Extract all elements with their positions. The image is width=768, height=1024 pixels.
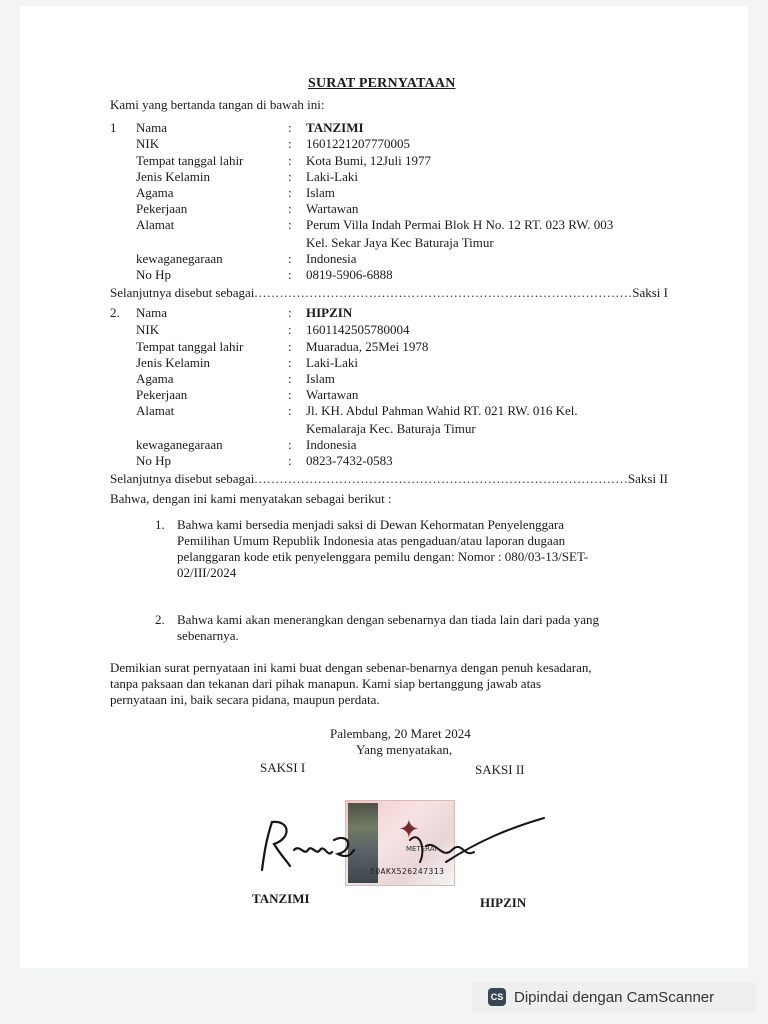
camscanner-watermark [472, 982, 756, 1012]
colon: : [288, 120, 292, 135]
place-date: Palembang, 20 Maret 2024 [330, 726, 471, 741]
colon: : [288, 437, 292, 452]
field-label: Alamat [136, 217, 175, 232]
witness-2-row-address [110, 403, 578, 419]
designation-suffix: Saksi I [632, 285, 668, 300]
field-label: NIK [136, 136, 160, 151]
garuda-emblem-icon: ✦ [398, 815, 420, 844]
colon: : [288, 267, 292, 282]
point-2 [155, 612, 665, 644]
witness-1-row-ttl [110, 153, 431, 169]
field-value: Indonesia [306, 437, 357, 452]
camscanner-logo-icon: CS [488, 988, 506, 1006]
point-line: sebenarnya. [177, 628, 239, 643]
point-1 [155, 517, 665, 581]
field-label: Agama [136, 185, 174, 200]
point-line: pelanggaran kode etik penyelenggara pemilu dengan: Nomor : 080/03-13/SET- [177, 549, 589, 564]
field-value: Kel. Sekar Jaya Kec Baturaja Timur [306, 235, 494, 250]
field-label: Jenis Kelamin [136, 355, 211, 370]
witness-1-row-phone [110, 267, 393, 283]
witness-1-designation [110, 285, 668, 301]
witness-1-row-religion [110, 185, 335, 201]
statement-intro: Bahwa, dengan ini kami menyatakan sebagai berikut : [110, 491, 392, 506]
field-value: TANZIMI [306, 120, 364, 135]
point-number: 2. [155, 612, 165, 627]
field-value: Wartawan [306, 387, 359, 402]
closing-paragraph [110, 660, 668, 708]
signatures [250, 810, 550, 890]
colon: : [288, 322, 292, 337]
intro-text: Kami yang bertanda tangan di bawah ini: [110, 97, 325, 112]
witness-1-row-address [110, 217, 613, 233]
field-value: Kemalaraja Kec. Baturaja Timur [306, 421, 476, 436]
witness-2-row-gender [110, 355, 358, 371]
field-label: kewaganegaraan [136, 251, 223, 266]
field-label: Tempat tanggal lahir [136, 153, 244, 168]
point-line: Bahwa kami akan menerangkan dengan sebenarnya dan tiada lain dari pada yang [177, 612, 599, 627]
closing-line: Demikian surat pernyataan ini kami buat dengan sebenar-benarnya dengan penuh kesadaran, [110, 660, 592, 675]
witness-1-row-gender [110, 169, 358, 185]
signature-2 [410, 818, 544, 862]
colon: : [288, 185, 292, 200]
colon: : [288, 453, 292, 468]
colon: : [288, 217, 292, 232]
dotted-leader [254, 471, 627, 487]
field-label: NIK [136, 322, 160, 337]
point-body [177, 612, 665, 644]
field-value: Laki-Laki [306, 355, 358, 370]
field-label: No Hp [136, 267, 172, 282]
witness-2-row-address-2 [110, 421, 476, 437]
witness-2-row-religion [110, 371, 335, 387]
witness-2-row-ttl [110, 339, 428, 355]
field-value: HIPZIN [306, 305, 353, 320]
witness-2-designation [110, 471, 668, 487]
field-value: 1601142505780004 [306, 322, 410, 337]
witness-1-row-nationality [110, 251, 357, 267]
colon: : [288, 136, 292, 151]
field-label: No Hp [136, 453, 172, 468]
meterai-text: METERAI [406, 845, 437, 853]
designation-suffix: Saksi II [627, 471, 668, 486]
saksi-2-label: SAKSI II [475, 762, 525, 777]
witness-2-row-phone [110, 453, 393, 469]
signer-1-name: TANZIMI [252, 891, 310, 906]
field-value: Wartawan [306, 201, 359, 216]
colon: : [288, 251, 292, 266]
colon: : [288, 387, 292, 402]
field-label: kewaganegaraan [136, 437, 223, 452]
meterai-code: 50AKX526247313 [370, 867, 445, 876]
field-value: 1601221207770005 [306, 136, 410, 151]
point-body [177, 517, 665, 581]
colon: : [288, 339, 292, 354]
field-value: Perum Villa Indah Permai Blok H No. 12 RT. 023 RW. 003 [306, 217, 614, 232]
field-value: Islam [306, 185, 335, 200]
witness-2-row-nama [110, 305, 352, 321]
saksi-1-label: SAKSI I [260, 760, 306, 775]
witness-1-row-job [110, 201, 358, 217]
witness-number: 1 [110, 120, 117, 135]
field-value: Kota Bumi, 12Juli 1977 [306, 153, 431, 168]
signature-1 [262, 822, 354, 870]
point-line: Pemilihan Umum Republik Indonesia atas pengaduan/atau laporan dugaan [177, 533, 566, 548]
declarer-text: Yang menyatakan, [356, 742, 453, 757]
field-label: Nama [136, 305, 168, 320]
field-label: Jenis Kelamin [136, 169, 211, 184]
colon: : [288, 403, 292, 418]
field-value: Muaradua, 25Mei 1978 [306, 339, 429, 354]
camscanner-label: Dipindai dengan CamScanner [514, 988, 715, 1006]
closing-line: tanpa paksaan dan tekanan dari pihak manapun. Kami siap bertanggung jawab atas [110, 676, 542, 691]
point-number: 1. [155, 517, 165, 532]
witness-1-row-address-2 [110, 235, 494, 251]
field-label: Pekerjaan [136, 387, 188, 402]
field-value: 0819-5906-6888 [306, 267, 393, 282]
colon: : [288, 201, 292, 216]
field-label: Pekerjaan [136, 201, 188, 216]
letter-title: SURAT PERNYATAAN [308, 76, 456, 91]
dotted-leader [254, 285, 632, 301]
witness-1-row-nama [110, 120, 364, 136]
witness-2-row-nationality [110, 437, 357, 453]
field-label: Tempat tanggal lahir [136, 339, 244, 354]
field-label: Alamat [136, 403, 175, 418]
colon: : [288, 355, 292, 370]
witness-number: 2. [110, 305, 120, 320]
field-value: Indonesia [306, 251, 357, 266]
closing-line: pernyataan ini, baik secara pidana, maupun perdata. [110, 692, 380, 707]
witness-2-row-nik [110, 322, 410, 338]
field-value: Jl. KH. Abdul Pahman Wahid RT. 021 RW. 016 Kel. [306, 403, 578, 418]
point-line: Bahwa kami bersedia menjadi saksi di Dewan Kehormatan Penyelenggara [177, 517, 564, 532]
witness-2-row-job [110, 387, 358, 403]
colon: : [288, 305, 292, 320]
signer-2-name: HIPZIN [480, 895, 527, 910]
field-label: Nama [136, 120, 168, 135]
witness-1-row-nik [110, 136, 410, 152]
point-line: 02/III/2024 [177, 565, 237, 580]
field-label: Agama [136, 371, 174, 386]
colon: : [288, 371, 292, 386]
designation-prefix: Selanjutnya disebut sebagai [110, 471, 255, 486]
field-value: 0823-7432-0583 [306, 453, 393, 468]
field-value: Islam [306, 371, 335, 386]
colon: : [288, 169, 292, 184]
colon: : [288, 153, 292, 168]
field-value: Laki-Laki [306, 169, 358, 184]
designation-prefix: Selanjutnya disebut sebagai [110, 285, 255, 300]
